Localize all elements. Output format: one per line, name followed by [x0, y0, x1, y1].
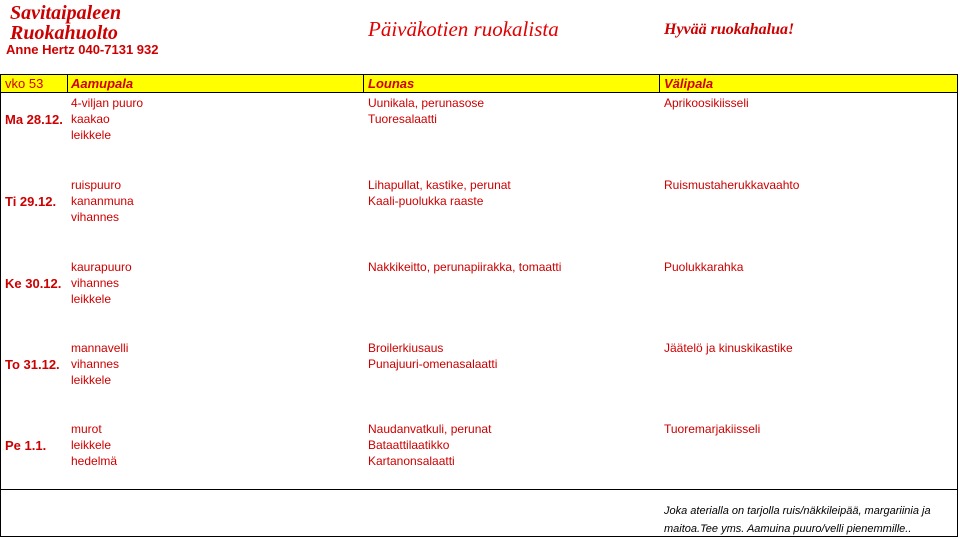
- day-label: To 31.12.: [5, 357, 60, 372]
- breakfast-item: kaurapuuro: [71, 260, 132, 274]
- breakfast-item: vihannes: [71, 210, 120, 224]
- lunch-item: Nakkikeitto, perunapiirakka, tomaatti: [368, 260, 562, 274]
- lunch-item: Broilerkiusaus: [368, 341, 444, 355]
- header-divider: [67, 75, 68, 92]
- organization-name-line2: Ruokahuolto: [10, 22, 118, 44]
- breakfast-item: 4-viljan puuro: [71, 96, 144, 110]
- table-header-row: [1, 75, 957, 93]
- breakfast-item: murot: [71, 422, 102, 436]
- breakfast-item: hedelmä: [71, 454, 118, 468]
- footer-note-line: Joka aterialla on tarjolla ruis/näkkileipää, margariinia ja: [664, 505, 931, 517]
- footer-note-line: maitoa.Tee yms. Aamuina puuro/velli pienemmille..: [664, 523, 912, 535]
- lunch-item: Kartanonsalaatti: [368, 454, 455, 468]
- snack-item: Jäätelö ja kinuskikastike: [664, 341, 793, 355]
- header-divider: [363, 75, 364, 92]
- breakfast-item: mannavelli: [71, 341, 129, 355]
- day-label: Ma 28.12.: [5, 112, 63, 127]
- breakfast-item: ruispuuro: [71, 178, 122, 192]
- breakfast-item: kaakao: [71, 112, 110, 126]
- week-label: vko 53: [5, 76, 44, 91]
- organization-name-line1: Savitaipaleen: [10, 2, 122, 24]
- row-divider: [1, 489, 957, 490]
- lunch-item: Tuoresalaatti: [368, 112, 437, 126]
- breakfast-item: leikkele: [71, 128, 112, 142]
- contact-info: Anne Hertz 040-7131 932: [6, 42, 159, 57]
- column-header-snack: Välipala: [664, 76, 714, 91]
- lunch-item: Kaali-puolukka raaste: [368, 194, 484, 208]
- lunch-item: Punajuuri-omenasalaatti: [368, 357, 498, 371]
- header-divider: [659, 75, 660, 92]
- day-label: Pe 1.1.: [5, 438, 47, 453]
- column-header-lunch: Lounas: [368, 76, 415, 91]
- page-title: Päiväkotien ruokalista: [368, 17, 559, 41]
- breakfast-item: leikkele: [71, 373, 112, 387]
- lunch-item: Uunikala, perunasose: [368, 96, 485, 110]
- lunch-item: Bataattilaatikko: [368, 438, 450, 452]
- snack-item: Ruismustaherukkavaahto: [664, 178, 800, 192]
- snack-item: Tuoremarjakiisseli: [664, 422, 761, 436]
- breakfast-item: vihannes: [71, 276, 120, 290]
- greeting: Hyvää ruokahalua!: [664, 21, 795, 38]
- lunch-item: Naudanvatkuli, perunat: [368, 422, 492, 436]
- breakfast-item: vihannes: [71, 357, 120, 371]
- breakfast-item: kananmuna: [71, 194, 134, 208]
- column-header-breakfast: Aamupala: [71, 76, 134, 91]
- menu-table: [0, 74, 958, 537]
- day-label: Ke 30.12.: [5, 276, 62, 291]
- snack-item: Aprikoosikiisseli: [664, 96, 749, 110]
- breakfast-item: leikkele: [71, 438, 112, 452]
- breakfast-item: leikkele: [71, 292, 112, 306]
- snack-item: Puolukkarahka: [664, 260, 744, 274]
- lunch-item: Lihapullat, kastike, perunat: [368, 178, 511, 192]
- day-label: Ti 29.12.: [5, 194, 57, 209]
